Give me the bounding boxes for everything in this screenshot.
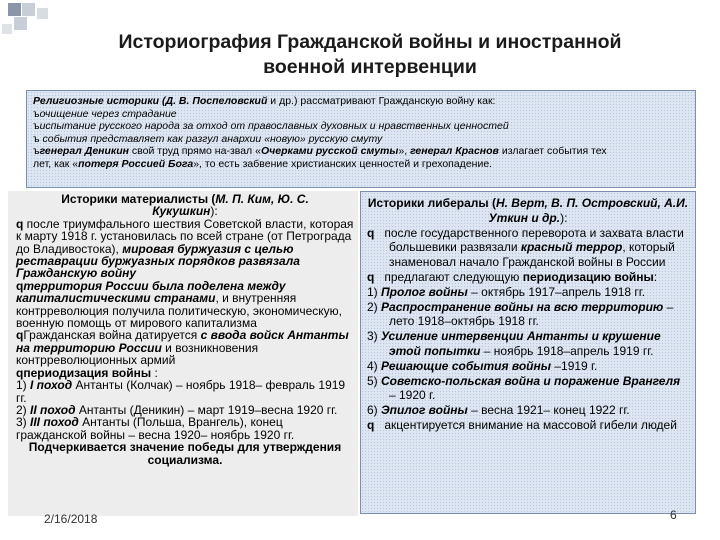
liberal-period-6: 6) Эпилог войны – весна 1921– конец 1922 гг.: [367, 403, 630, 418]
liberal-period-3: 3) Усиление интервенции Антанты и крушение этой попытки – ноябрь 1918–апрель 1919 гг.: [367, 329, 661, 358]
materialist-period-3: 3) III поход Антанты (Польша, Врангель), конец гражданской войны – весна 1920– ноябрь 1920 гг.: [16, 415, 295, 442]
liberal-point-3: q акцентируется внимание на массовой гибели людей: [367, 417, 677, 432]
slide-number: 6: [670, 508, 677, 522]
slide-date: 2/16/2018: [44, 512, 98, 526]
liberal-historians-column: [360, 191, 696, 514]
religious-historians-box: [26, 90, 696, 188]
bullet-icon: ъ: [33, 120, 40, 133]
materialist-conclusion: Подчеркивается значение победы для утверждения социализма.: [28, 440, 342, 467]
materialist-period-1: 1) I поход Антанты (Колчак) – ноябрь 1918– февраль 1919 гг.: [16, 378, 346, 405]
liberal-period-5: 5) Советско-польская война и поражение Врангеля – 1920 г.: [367, 373, 681, 403]
materialist-point-2: qтерритория России была поделена между капиталистическими странами, и внутренняя контрреволюция получила политическую, экономическую, военную помощь от мирового капитализма: [16, 278, 343, 331]
bullet-icon: ъ: [33, 132, 43, 145]
materialist-point-3: qГражданская война датируется с ввода войск Антанты на территорию России и возникновения контрреволюционных армий: [16, 328, 349, 368]
bullet-icon: ъ: [33, 107, 40, 120]
liberal-period-4: 4) Решающие события войны –1919 г.: [367, 358, 598, 373]
bullet-icon: q: [367, 269, 375, 284]
bullet-icon: q: [16, 278, 24, 293]
materialist-header: Историки материалисты (М. П. Ким, Ю. С. Кукушкин):: [61, 192, 309, 219]
bullet-icon: q: [367, 417, 375, 432]
liberal-point-1: q после государственного переворота и захвата власти большевики развязали красный террор, который знаменовал начало Гражданской войны в России: [367, 225, 684, 270]
materialist-period-2: 2) II поход Антанты (Деникин) – март 1919–весна 1920 гг.: [16, 402, 338, 417]
liberal-period-2: 2) Распространение войны на всю территорию – лето 1918–октябрь 1918 гг.: [367, 299, 674, 329]
bullet-icon: q: [16, 216, 24, 231]
religious-point-2: ъиспытание русского народа за отход от православных духовных и нравственных ценностей: [33, 120, 509, 133]
religious-intro: Религиозные историки (Д. В. Поспеловский и др.) рассматривают Гражданскую войну как:: [33, 95, 496, 107]
liberal-period-1: 1) Пролог войны – октябрь 1917–апрель 1918 гг.: [367, 284, 646, 299]
religious-point-1: ъочищение через страдание: [33, 107, 177, 120]
religious-point-4-cont: лет, как «потеря Россией Бога», то есть забвение христианских ценностей и грехопадение.: [33, 157, 493, 170]
slide-title: [40, 30, 700, 80]
religious-point-3: ъ события представляет как разгул анархии «новую» русскую смуту: [33, 132, 383, 145]
title-line-2: военной интервенции: [263, 56, 477, 78]
materialist-point-4: qпериодизация войны :: [16, 365, 158, 380]
bullet-icon: ъ: [33, 145, 40, 158]
bullet-icon: q: [367, 225, 375, 240]
materialist-point-1: q после триумфального шествия Советской власти, которая к марту 1918 г. установилась по всей стране (от Петрограда до Владивостока), мировая буржуазия с целью реставрации буржуазных порядков развязала Гражданскую войну: [16, 216, 354, 281]
liberal-header: Историки либералы (Н. Верт, В. П. Островский, А.И. Уткин и др.):: [367, 196, 689, 225]
bullet-icon: q: [16, 365, 24, 380]
title-line-1: Историография Гражданской войны и иностранной: [118, 31, 622, 53]
liberal-point-2: q предлагают следующую периодизацию войны:: [367, 269, 658, 284]
materialist-historians-column: [8, 191, 358, 516]
religious-point-4: ъгенерал Деникин свой труд прямо на-звал «Очерками русской смуты», генерал Краснов излагает события тех: [33, 145, 607, 158]
bullet-icon: q: [16, 328, 24, 343]
